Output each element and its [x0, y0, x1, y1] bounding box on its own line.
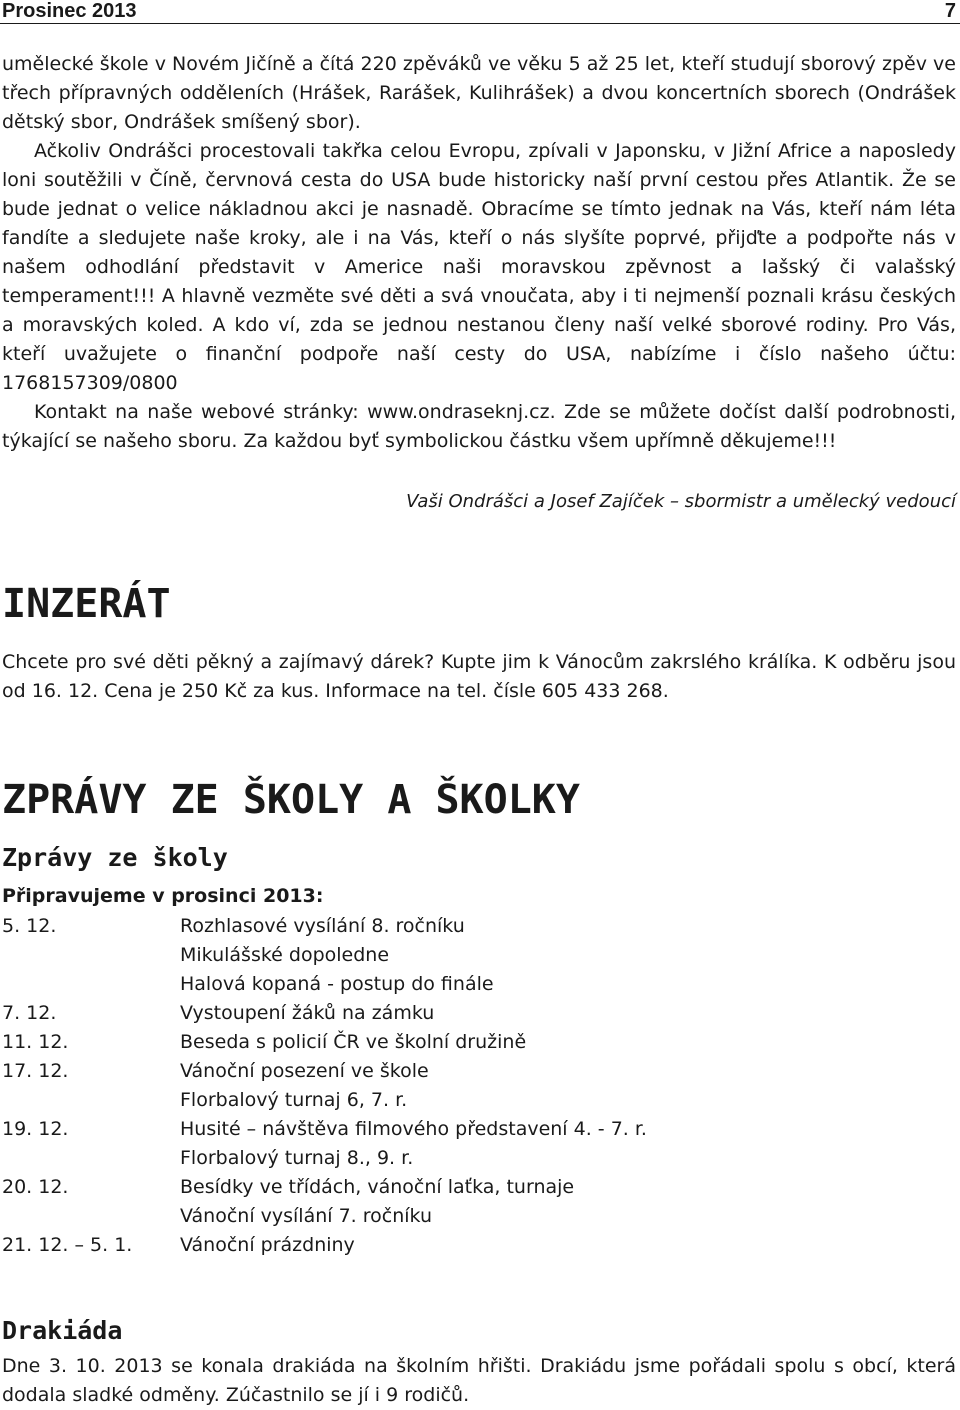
page-number: 7	[944, 0, 956, 22]
list-item	[2, 1028, 762, 1057]
list-item	[2, 1057, 762, 1086]
article-signature: Vaši Ondrášci a Josef Zajíček – sbormistr a umělecký vedoucí	[406, 491, 956, 512]
list-item	[2, 1173, 762, 1202]
article-body	[2, 50, 956, 456]
schedule-event: Rozhlasové vysílání 8. ročníku	[180, 915, 465, 937]
schedule-event: Halová kopaná - postup do finále	[180, 973, 494, 995]
drakiada-text	[2, 1352, 956, 1410]
list-item	[2, 1086, 762, 1115]
schedule-event: Husité – návštěva filmového představení 4. - 7. r.	[180, 1118, 647, 1140]
schedule-event: Besídky ve třídách, vánoční laťka, turnaje	[180, 1176, 575, 1198]
list-item	[2, 1231, 762, 1260]
schedule-event: Vánoční posezení ve škole	[180, 1060, 429, 1082]
article-paragraph-3: Kontakt na naše webové stránky: www.ondraseknj.cz. Zde se můžete dočíst další podrobnosti, týkající se našeho sboru. Za každou byť symbolickou částku všem upřímně děkujeme!!!	[2, 401, 956, 452]
schedule-date: 5. 12.	[2, 915, 57, 937]
list-item	[2, 1115, 762, 1144]
list-item	[2, 999, 762, 1028]
drakiada-heading: Drakiáda	[2, 1316, 123, 1345]
schedule-date	[2, 941, 180, 970]
header-month: Prosinec 2013	[2, 0, 137, 22]
schedule-event: Vánoční prázdniny	[180, 1234, 355, 1256]
article-paragraph-2: Ačkoliv Ondrášci procestovali takřka celou Evropu, zpívali v Japonsku, v Jižní Africe a naposledy loni soutěžili v Číně, červnová cesta do USA bude historicky naší první cestou přes Atlantik. Že se bude jednat o velice nákladnou akci je nasnadě. Obracíme se tímto jednak na Vás, kteří nám léta fandíte a sledujete naše kroky, ale i na Vás, kteří o nás slyšíte poprvé, přijďte a podpořte nás v našem odhodlání představit v Americe naši moravskou zpěvnost a lašský či valašský temperament!!! A hlavně vezměte své děti a svá vnoučata, aby i ti nejmenší poznali krásu českých a moravských koled. A kdo ví, zda se jednou nestanou členy naší velké sborové rodiny. Pro Vás, kteří uvažujete o finanční podpoře naší cesty do USA, nabízíme i číslo našeho účtu: 1768157309/0800	[2, 140, 956, 394]
schedule-date: 17. 12.	[2, 1060, 69, 1082]
schedule-date: 21. 12. – 5. 1.	[2, 1234, 133, 1256]
drakiada-paragraph: Dne 3. 10. 2013 se konala drakiáda na školním hřišti. Drakiádu jsme pořádali spolu s obcí, která dodala sladké odměny. Zúčastnilo se jí i 9 rodičů.	[2, 1355, 956, 1406]
schedule-title: Připravujeme v prosinci 2013:	[2, 885, 324, 907]
schedule-date: 11. 12.	[2, 1031, 69, 1053]
schedule-date: 7. 12.	[2, 1002, 57, 1024]
schedule-event: Vystoupení žáků na zámku	[180, 1002, 435, 1024]
schedule-event: Florbalový turnaj 6, 7. r.	[180, 1089, 408, 1111]
schedule-date: 19. 12.	[2, 1118, 69, 1140]
schedule-date	[2, 1202, 180, 1231]
article-paragraph-1: umělecké škole v Novém Jičíně a čítá 220 zpěváků ve věku 5 až 25 let, kteří studují sborový zpěv ve třech přípravných odděleních (Hrášek, Rarášek, Kulihrášek) a dvou koncertních sborech (Ondrášek dětský sbor, Ondrášek smíšený sbor).	[2, 53, 956, 133]
list-item	[2, 912, 762, 941]
schedule-date	[2, 970, 180, 999]
schedule-event: Mikulášské dopoledne	[180, 944, 390, 966]
page-header	[0, 0, 960, 24]
schedule-list	[2, 912, 762, 1260]
schedule-date	[2, 1086, 180, 1115]
schedule-event: Vánoční vysílání 7. ročníku	[180, 1205, 433, 1227]
schedule-date: 20. 12.	[2, 1176, 69, 1198]
list-item	[2, 970, 762, 999]
school-subheading: Zprávy ze školy	[2, 843, 228, 872]
list-item	[2, 1202, 762, 1231]
inzerat-text	[2, 648, 956, 706]
schedule-event: Beseda s policií ČR ve školní družině	[180, 1031, 527, 1053]
inzerat-heading: INZERÁT	[2, 581, 171, 627]
list-item	[2, 1144, 762, 1173]
inzerat-paragraph: Chcete pro své děti pěkný a zajímavý dárek? Kupte jim k Vánocům zakrslého králíka. K odběru jsou od 16. 12. Cena je 250 Kč za kus. Informace na tel. čísle 605 433 268.	[2, 651, 956, 702]
list-item	[2, 941, 762, 970]
school-news-heading: ZPRÁVY ZE ŠKOLY A ŠKOLKY	[2, 777, 580, 823]
schedule-date	[2, 1144, 180, 1173]
schedule-event: Florbalový turnaj 8., 9. r.	[180, 1147, 414, 1169]
